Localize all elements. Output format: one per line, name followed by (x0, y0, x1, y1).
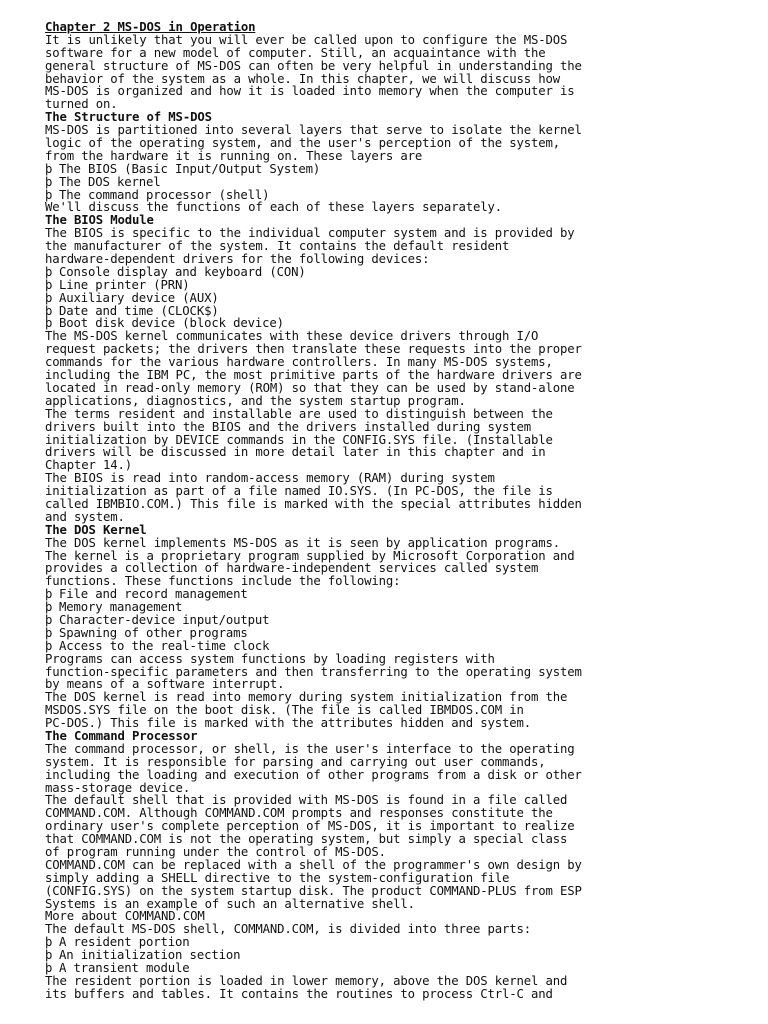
bios-line: and system. (45, 509, 125, 524)
command-part-list-text: A resident portion (59, 935, 190, 950)
kernel-line: PC-DOS.) This file is marked with the attributes hidden and system. (45, 716, 531, 731)
bullet-glyph: þ (45, 638, 53, 653)
structure-line: logic of the operating system, and the user's perception of the system, (45, 136, 560, 151)
processor-line: (CONFIG.SYS) on the system startup disk. The product COMMAND-PLUS from ESP (45, 883, 582, 898)
bios-line: The BIOS is read into random-access memory (RAM) during system (45, 471, 495, 486)
layer-list-text: The command processor (shell) (59, 187, 270, 202)
structure-line: from the hardware it is running on. These layers are (45, 148, 423, 163)
processor-line: including the loading and execution of other programs from a disk or other (45, 767, 582, 782)
chapter-title-text: Chapter 2 MS-DOS in Operation (45, 20, 256, 34)
kernel-function-list-text: Spawning of other programs (59, 625, 248, 640)
bios-line: The terms resident and installable are used to distinguish between the (45, 406, 553, 421)
processor-line: system. It is responsible for parsing and carrying out user commands, (45, 754, 546, 769)
processor-line: The default shell that is provided with MS-DOS is found in a file called (45, 793, 568, 808)
bullet-glyph: þ (45, 316, 53, 331)
bios-device-list-text: Date and time (CLOCK$) (59, 303, 219, 318)
structure-line: MS-DOS is partitioned into several layers that serve to isolate the kernel (45, 123, 582, 138)
bios-line: located in read-only memory (ROM) so that they can be used by stand-alone (45, 380, 575, 395)
bios-line: hardware-dependent drivers for the following devices: (45, 252, 430, 267)
processor-line: ordinary user's complete perception of MS-DOS, it is important to realize (45, 819, 575, 834)
section-heading-kernel: The DOS Kernel (45, 522, 147, 537)
intro-line: software for a new model of computer. Still, an acquaintance with the (45, 45, 546, 60)
bullet-glyph: þ (45, 612, 53, 627)
bios-device-list-text: Console display and keyboard (CON) (59, 264, 306, 279)
kernel-function-list-text: Access to the real-time clock (59, 638, 270, 653)
layer-list-text: The DOS kernel (59, 174, 161, 189)
bios-line: The BIOS is specific to the individual computer system and is provided by (45, 226, 575, 241)
bullet-glyph: þ (45, 587, 53, 602)
bios-line: called IBMBIO.COM.) This file is marked with the special attributes hidden (45, 496, 582, 511)
intro-line: MS-DOS is organized and how it is loaded into memory when the computer is (45, 84, 575, 99)
kernel-line: functions. These functions include the following: (45, 574, 401, 589)
layer-list-text: The BIOS (Basic Input/Output System) (59, 161, 321, 176)
command-part-list-item (45, 962, 760, 975)
processor-line: mass-storage device. (45, 780, 191, 795)
bullet-glyph: þ (45, 935, 53, 950)
bullet-glyph: þ (45, 948, 53, 963)
kernel-function-list-text: Memory management (59, 600, 183, 615)
processor-line: simply adding a SHELL directive to the system-configuration file (45, 870, 510, 885)
section-heading-command-processor: The Command Processor (45, 728, 198, 743)
kernel-line: Programs can access system functions by loading registers with (45, 651, 495, 666)
bios-line: initialization by DEVICE commands in the CONFIG.SYS file. (Installable (45, 432, 553, 447)
bios-line: the manufacturer of the system. It contains the default resident (45, 239, 510, 254)
section-heading-structure: The Structure of MS-DOS (45, 110, 212, 125)
bios-device-list-text: Auxiliary device (AUX) (59, 290, 219, 305)
bios-line: including the IBM PC, the most primitive parts of the hardware drivers are (45, 368, 582, 383)
bullet-glyph: þ (45, 600, 53, 615)
bios-device-list-text: Line printer (PRN) (59, 277, 190, 292)
bios-line: applications, diagnostics, and the system startup program. (45, 393, 466, 408)
chapter-title (45, 21, 760, 34)
bios-line: initialization as part of a file named IO.SYS. (In PC-DOS, the file is (45, 484, 553, 499)
kernel-line: function-specific parameters and then transferring to the operating system (45, 664, 582, 679)
processor-line: of program running under the control of MS-DOS. (45, 845, 386, 859)
final-line: The resident portion is loaded in lower memory, above the DOS kernel and (45, 973, 568, 988)
bios-line: Chapter 14.) (45, 458, 133, 473)
bullet-glyph: þ (45, 161, 53, 176)
bios-line: drivers built into the BIOS and the drivers installed during system (45, 419, 531, 434)
kernel-function-list-text: Character-device input/output (59, 612, 270, 627)
bullet-glyph: þ (45, 961, 53, 976)
processor-line: COMMAND.COM can be replaced with a shell of the programmer's own design by (45, 857, 582, 872)
bullet-glyph: þ (45, 625, 53, 640)
intro-line: turned on. (45, 97, 118, 112)
bullet-glyph: þ (45, 264, 53, 279)
document-page (45, 21, 760, 1001)
kernel-line: by means of a software interrupt. (45, 677, 285, 692)
command-part-list-text: A transient module (59, 961, 190, 976)
bullet-glyph: þ (45, 290, 53, 305)
intro-line: general structure of MS-DOS can often be very helpful in understanding the (45, 58, 582, 73)
kernel-function-list-text: File and record management (59, 587, 248, 602)
kernel-function-list-item (45, 640, 760, 653)
kernel-line: The DOS kernel implements MS-DOS as it is seen by application programs. (45, 535, 560, 550)
processor-line: that COMMAND.COM is not the operating system, but simply a special class (45, 832, 568, 847)
section-heading-bios: The BIOS Module (45, 213, 154, 228)
command-part-list-text: An initialization section (59, 948, 241, 963)
processor-line: The command processor, or shell, is the user's interface to the operating (45, 741, 575, 756)
bios-line: drivers will be discussed in more detail later in this chapter and in (45, 445, 546, 460)
kernel-line: The DOS kernel is read into memory during system initialization from the (45, 690, 568, 705)
bios-line: request packets; the drivers then translate these requests into the proper (45, 342, 582, 357)
bios-device-list-text: Boot disk device (block device) (59, 316, 284, 331)
bios-line: The MS-DOS kernel communicates with these device drivers through I/O (45, 329, 539, 344)
bullet-glyph: þ (45, 303, 53, 318)
processor-line: More about COMMAND.COM (45, 909, 205, 924)
structure-summary-line: We'll discuss the functions of each of these layers separately. (45, 200, 502, 215)
processor-line: The default MS-DOS shell, COMMAND.COM, is divided into three parts: (45, 922, 531, 937)
bios-line: commands for the various hardware controllers. In many MS-DOS systems, (45, 355, 553, 370)
intro-line: behavior of the system as a whole. In this chapter, we will discuss how (45, 71, 560, 86)
kernel-line: provides a collection of hardware-independent services called system (45, 561, 539, 576)
processor-line: COMMAND.COM. Although COMMAND.COM prompts and responses constitute the (45, 806, 553, 821)
bullet-glyph: þ (45, 174, 53, 189)
processor-line: Systems is an example of such an alternative shell. (45, 896, 415, 911)
intro-line: It is unlikely that you will ever be called upon to configure the MS-DOS (45, 32, 568, 47)
kernel-line: MSDOS.SYS file on the boot disk. (The file is called IBMDOS.COM in (45, 703, 524, 718)
final-line: its buffers and tables. It contains the routines to process Ctrl-C and (45, 986, 553, 1001)
bullet-glyph: þ (45, 277, 53, 292)
bullet-glyph: þ (45, 187, 53, 202)
kernel-line: The kernel is a proprietary program supplied by Microsoft Corporation and (45, 548, 575, 563)
